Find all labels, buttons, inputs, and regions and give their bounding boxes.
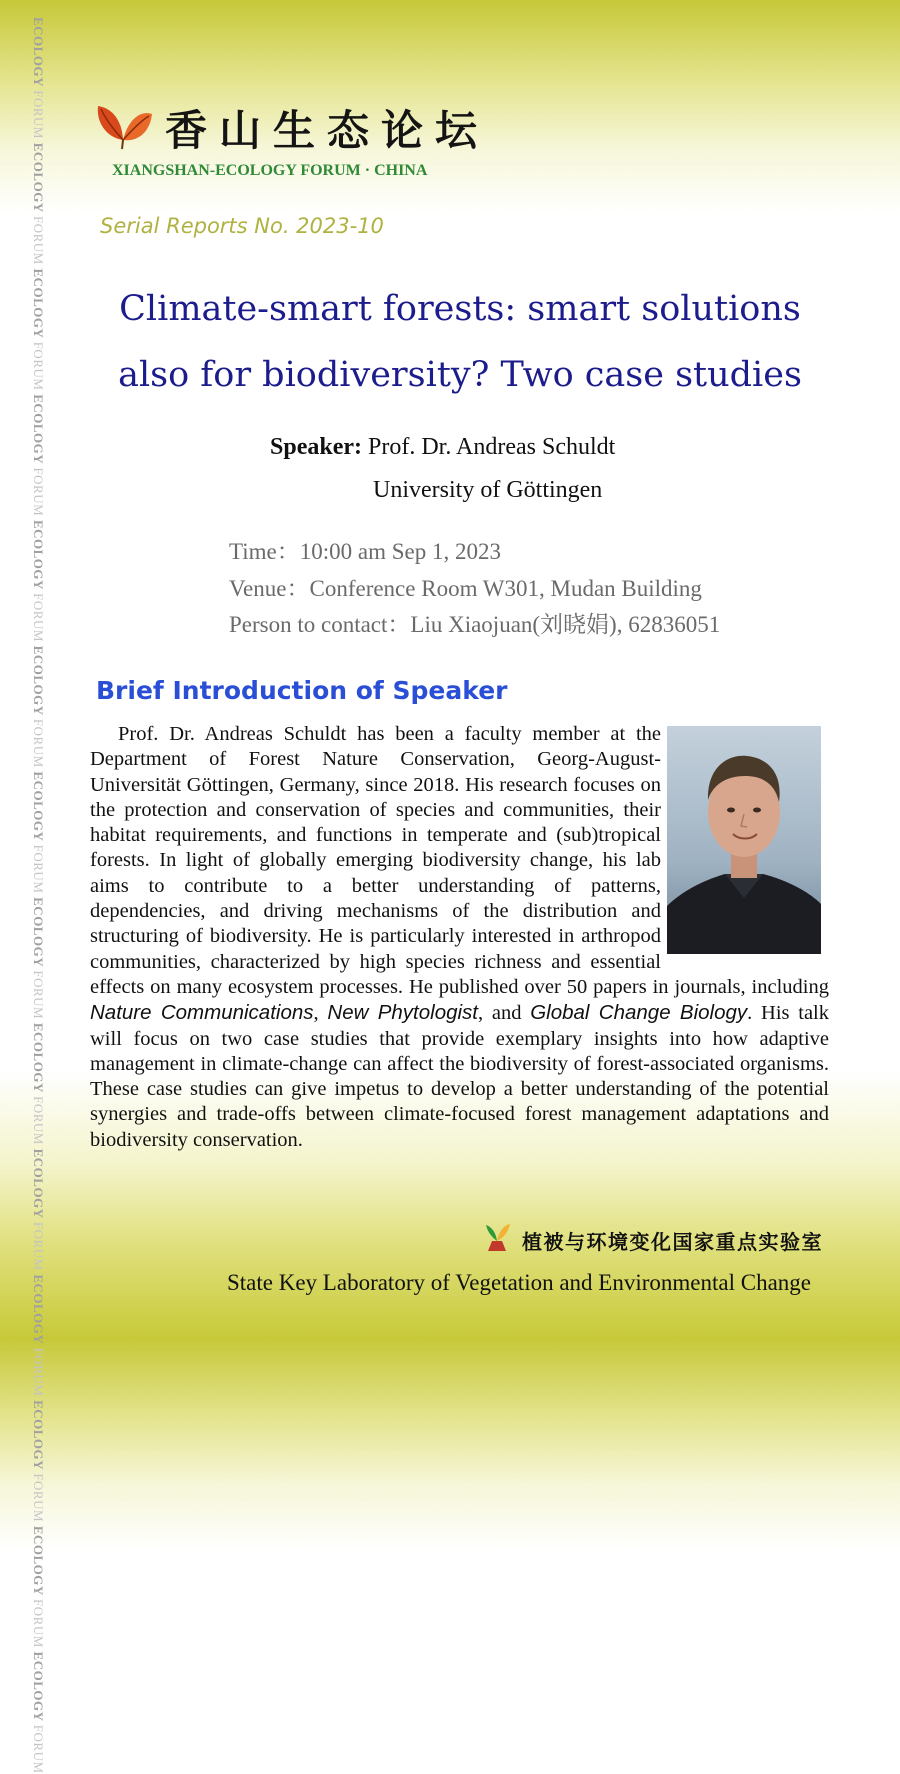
leaf-logo-icon [92,100,154,150]
time-value: 10:00 am Sep 1, 2023 [299,539,501,564]
side-word-forum: FORUM [31,467,46,520]
side-word-forum: FORUM [31,1599,46,1652]
venue-label: Venue： [229,575,310,601]
forum-name-chinese: 香山生态论坛 [165,106,490,155]
side-word-forum: FORUM [31,593,46,646]
bio-part-1: Prof. Dr. Andreas Schuldt has been a faculty member at the Department of Forest Nature Conservation, Georg-August-Universität Göttingen, Germany, since 2018. His research focuses on the protection and conservation of species and communities, their habitat requirements, and functions in temperate and (sub)tropical forests. In light of globally emerging biodiversity change, his lab aims to contribute to a better understanding of patterns, dependencies, and driving mechanisms of the distribution and structuring of biodiversity. He is particularly interested in arthropod communities, characterized by high species richness and essential effects on many ecosystem processes. He published over 50 papers in journals, including [90,723,829,998]
side-word-forum: FORUM [31,1347,46,1401]
side-word-ecology: ECOLOGY [31,1022,46,1097]
event-details [229,534,720,644]
side-word-forum: FORUM [31,215,46,269]
side-word-forum: FORUM [31,341,46,395]
speaker-affiliation: University of Göttingen [373,477,603,503]
contact-label: Person to contact： [229,612,411,637]
side-word-forum: FORUM [31,1473,46,1526]
contact-row [229,607,720,644]
side-word-ecology: ECOLOGY [31,1651,46,1725]
side-word-ecology: ECOLOGY [31,17,46,91]
bio-part-2: . His talk will focus on two case studies that provide exemplary insights into how adaptive management in climate-change can affect the biodiversity of forest-associated organisms. These case studies can give impetus to develop a better understanding of the potential synergies and trade-offs between climate-focused forest management adaptations and biodiversity conservation. [90,1002,829,1151]
bio-separator: , and [478,1002,531,1025]
side-word-forum: FORUM [31,1724,46,1774]
lab-name-chinese: 植被与环境变化国家重点实验室 [522,1230,823,1254]
contact-value: Liu Xiaojuan(刘晓娟), 62836051 [410,612,721,637]
side-word-ecology: ECOLOGY [31,1400,46,1474]
side-word-forum: FORUM [31,844,46,898]
forum-name-english: XIANGSHAN-ECOLOGY FORUM · CHINA [112,162,428,179]
lab-name-english: State Key Laboratory of Vegetation and Environmental Change [227,1270,811,1295]
venue-value: Conference Room W301, Mudan Building [309,575,702,601]
speaker-label: Speaker: [270,434,362,460]
talk-title-line-1: Climate-smart forests: smart solutions [119,289,801,329]
side-word-forum: FORUM [31,970,46,1023]
speaker-name: Prof. Dr. Andreas Schuldt [368,434,616,460]
side-word-ecology: ECOLOGY [31,645,46,719]
side-word-forum: FORUM [31,1221,46,1275]
journal-name: Nature Communications [90,1001,314,1025]
speaker-line [270,434,615,461]
journal-name: Global Change Biology [530,1001,748,1025]
time-row [229,534,720,571]
bio-separator: , [313,1002,328,1025]
side-word-forum: FORUM [31,1096,46,1149]
serial-report-number: Serial Reports No. 2023-10 [100,214,384,238]
venue-row [229,571,720,608]
side-word-ecology: ECOLOGY [31,142,46,216]
side-word-ecology: ECOLOGY [31,1274,46,1348]
side-ecology-forum-strip [28,0,50,1774]
time-label: Time： [229,539,300,564]
side-word-ecology: ECOLOGY [31,771,46,845]
side-word-ecology: ECOLOGY [31,519,46,594]
speaker-biography [90,722,829,1153]
side-word-forum: FORUM [31,90,46,143]
journal-name: New Phytologist [327,1001,478,1025]
side-word-ecology: ECOLOGY [31,268,46,342]
talk-title-line-2: also for biodiversity? Two case studies [118,355,802,395]
side-word-ecology: ECOLOGY [31,394,46,468]
side-word-ecology: ECOLOGY [31,897,46,971]
side-word-ecology: ECOLOGY [31,1525,46,1600]
talk-title [60,276,860,408]
side-word-forum: FORUM [31,718,46,772]
lab-logo-icon [482,1221,512,1253]
side-word-ecology: ECOLOGY [31,1148,46,1222]
intro-heading: Brief Introduction of Speaker [96,676,508,705]
